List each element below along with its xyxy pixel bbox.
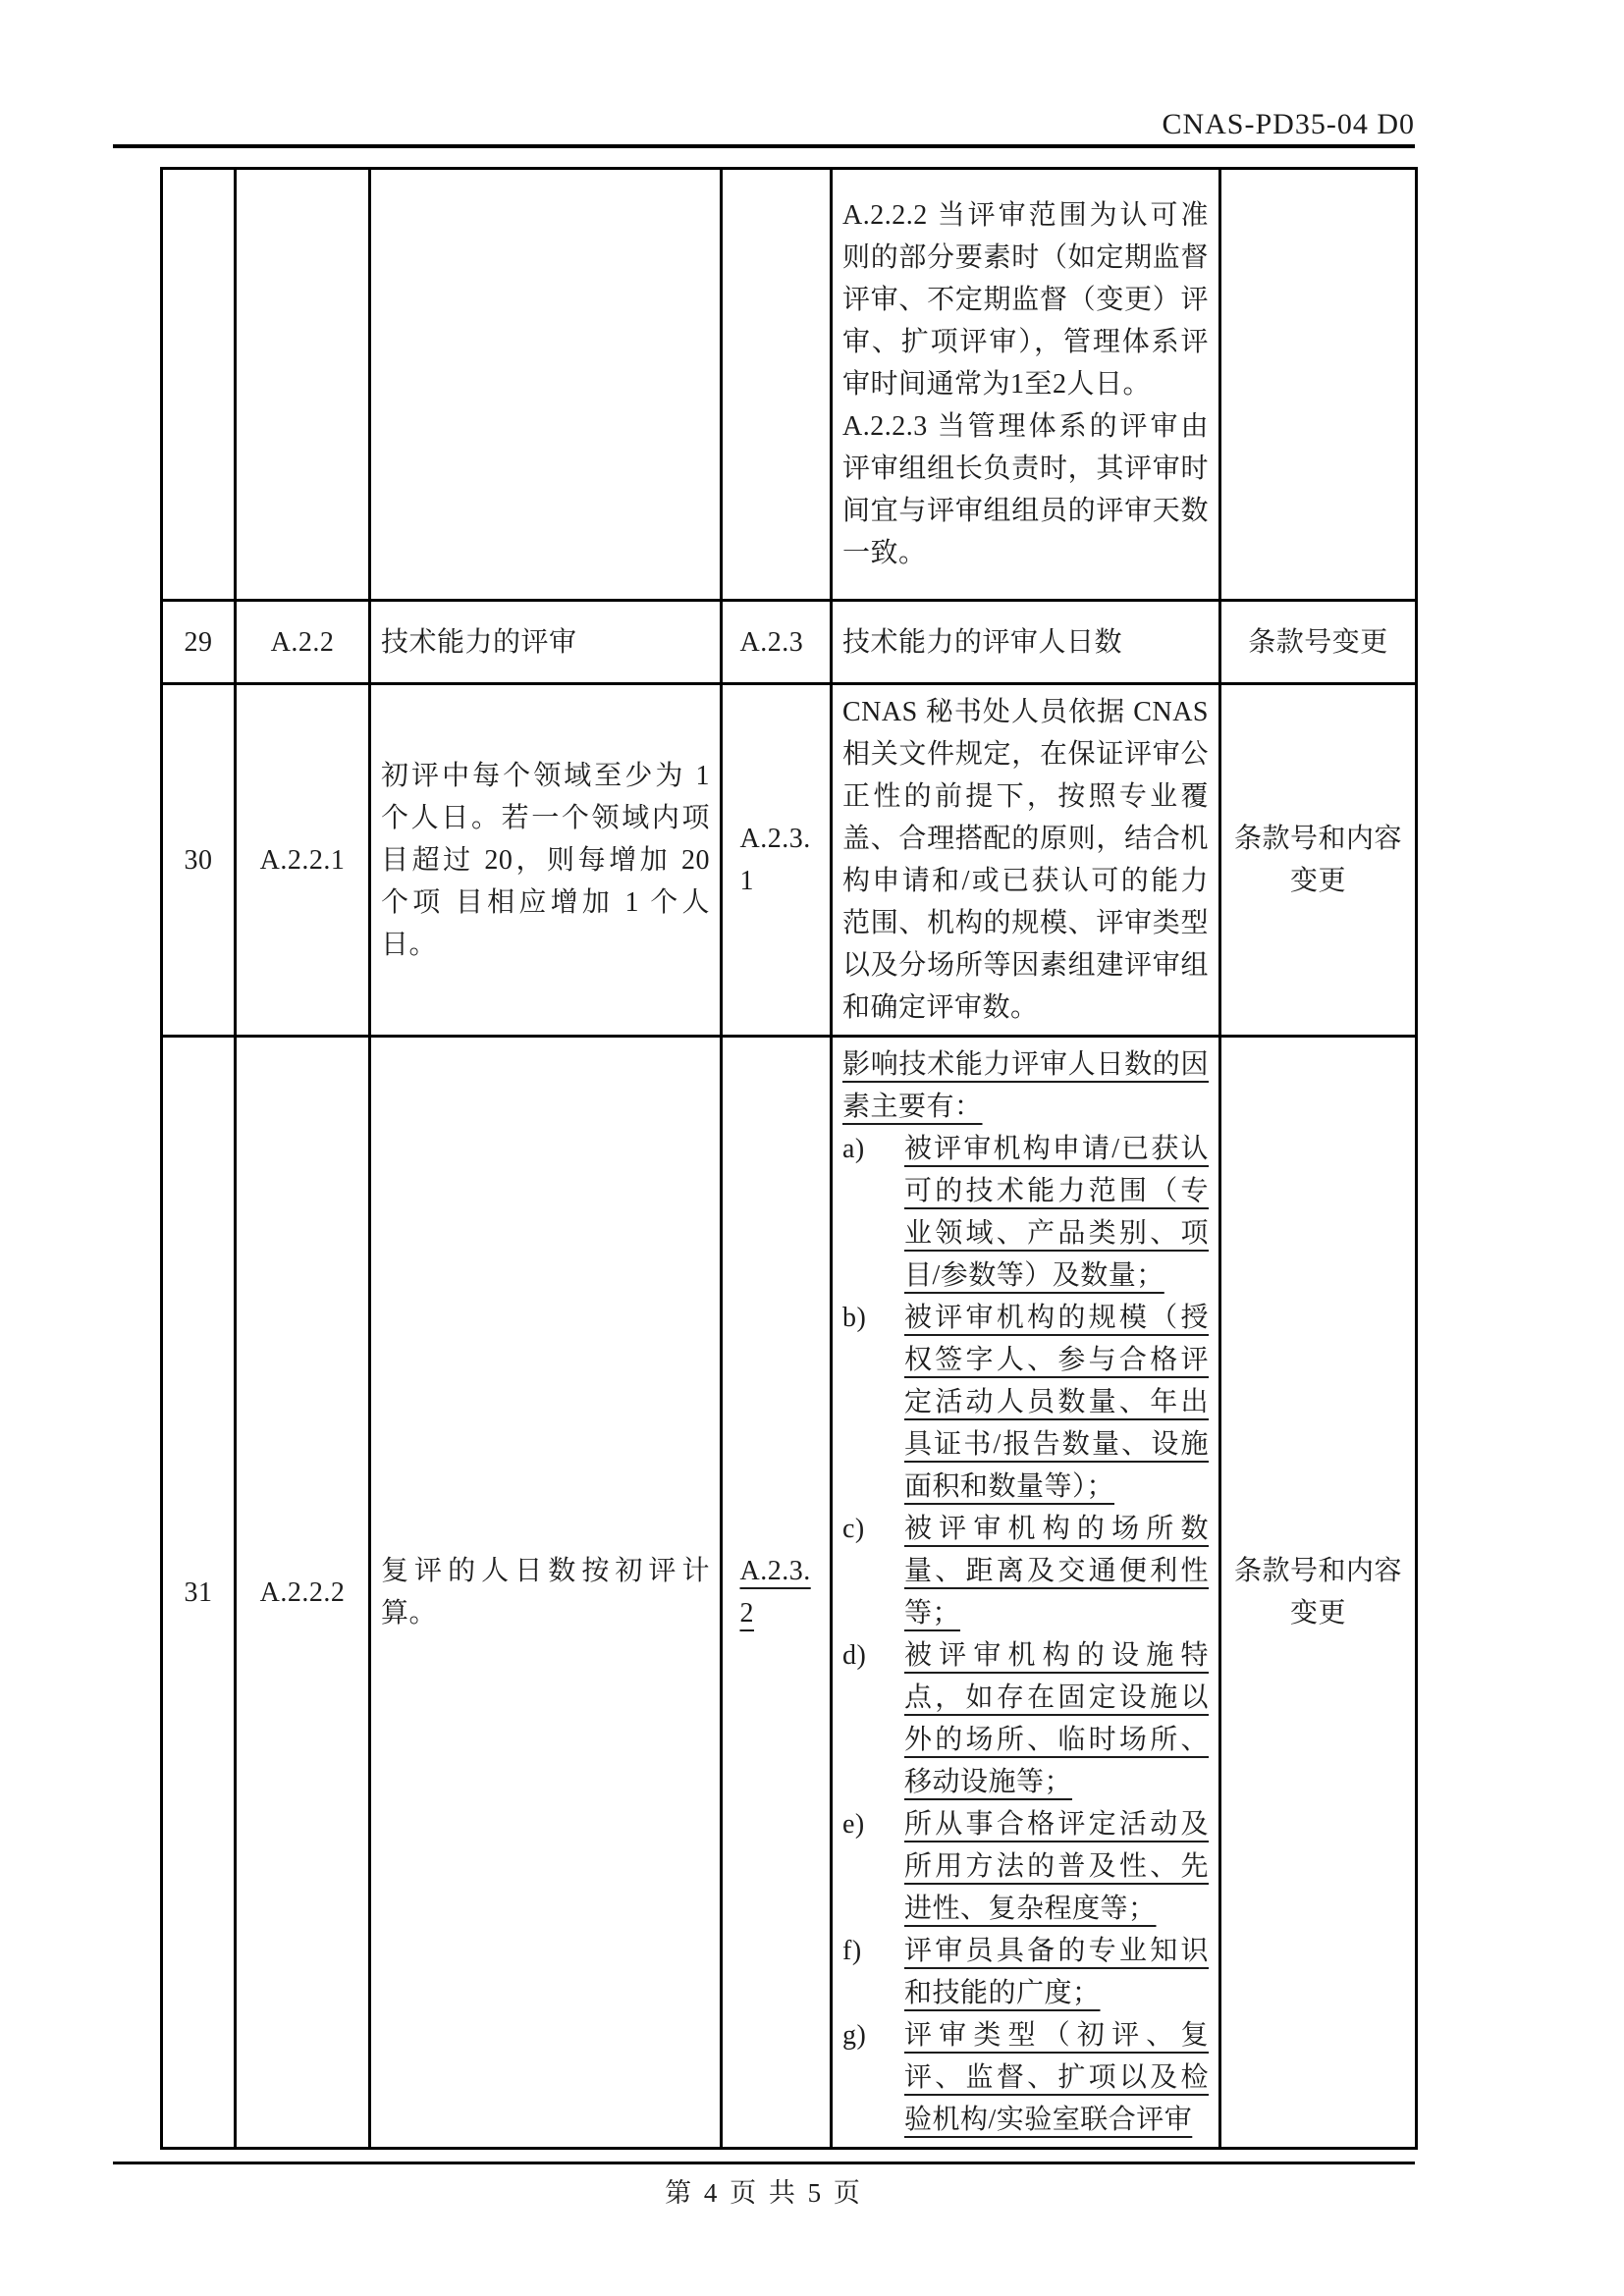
page-number: 第 4 页 共 5 页: [665, 2178, 863, 2208]
new-content-paragraph: A.2.2.2 当评审范围为认可准则的部分要素时（如定期监督评审、不定期监督（变更）评审、扩项评审），管理体系评审时间通常为1至2人日。: [842, 200, 1209, 400]
factors-intro: 影响技术能力评审人日数的因素主要有：: [842, 1049, 1209, 1122]
list-item-marker: a): [842, 1134, 865, 1164]
table-row-31: [162, 1037, 1417, 2149]
list-item: [842, 1297, 1209, 1508]
row-number-cell: [162, 169, 236, 601]
old-content-cell: 技术能力的评审: [370, 601, 722, 684]
old-content-cell: [370, 1037, 722, 2149]
list-item-marker: b): [842, 1303, 867, 1333]
change-type-cell: [1220, 169, 1417, 601]
new-clause-cell: [722, 169, 832, 601]
new-clause-number: A.2.3: [739, 626, 804, 658]
list-item: [842, 1128, 1209, 1297]
list-item-text: 被评审机构申请/已获认可的技术能力范围（专业领域、产品类别、项目/参数等）及数量；: [904, 1134, 1209, 1291]
old-content-paragraph: 复评的人日数按初评计算。: [381, 1556, 710, 1629]
footer-rule: [113, 2162, 1415, 2164]
list-item: [842, 1634, 1209, 1803]
old-clause-cell: [236, 169, 370, 601]
list-item-marker: c): [842, 1514, 865, 1544]
new-content-paragraph: A.2.2.3 当管理体系的评审由评审组组长负责时，其评审时间宜与评审组组员的评审天数一致。: [842, 411, 1209, 568]
new-content-cell: 技术能力的评审人日数: [832, 601, 1220, 684]
list-item: [842, 2014, 1209, 2141]
list-item-text: 被评审机构的场所数量、距离及交通便利性等；: [904, 1514, 1209, 1629]
old-content-cell: [370, 169, 722, 601]
list-item-text: 被评审机构的设施特点，如存在固定设施以外的场所、临时场所、移动设施等；: [904, 1640, 1209, 1797]
list-item-text: 评审员具备的专业知识和技能的广度；: [904, 1936, 1209, 2008]
new-content-paragraph: CNAS 秘书处人员依据 CNAS 相关文件规定，在保证评审公正性的前提下，按照专业覆盖、合理搭配的原则，结合机构申请和/或已获认可的能力范围、机构的规模、评审类型以及分场所等因素组建评审组和确定评审数。: [842, 697, 1209, 1023]
doc-code: CNAS-PD35-04 D0: [1162, 108, 1415, 140]
list-item-text: 被评审机构的规模（授权签字人、参与合格评定活动人员数量、年出具证书/报告数量、设施面积和数量等）；: [904, 1303, 1209, 1502]
old-content-cell: [370, 684, 722, 1037]
list-item: [842, 1508, 1209, 1634]
table-row-29: [162, 601, 1417, 684]
row-number-cell: 29: [162, 601, 236, 684]
list-item-text: 所从事合格评定活动及所用方法的普及性、先进性、复杂程度等；: [904, 1809, 1209, 1924]
new-content-cell: [832, 169, 1220, 601]
list-item-text: 评审类型（初评、复评、监督、扩项以及检验机构/实验室联合评审: [904, 2020, 1209, 2135]
table-row-30: [162, 684, 1417, 1037]
change-type-cell: 条款号和内容变更: [1220, 684, 1417, 1037]
change-type-cell: 条款号变更: [1220, 601, 1417, 684]
change-type-cell: 条款号和内容变更: [1220, 1037, 1417, 2149]
new-clause-cell: [722, 601, 832, 684]
table-row-continuation: [162, 169, 1417, 601]
new-clause-number: A.2.3.1: [739, 824, 811, 896]
new-content-cell: [832, 1037, 1220, 2149]
list-item-marker: e): [842, 1809, 865, 1840]
new-clause-cell: [722, 684, 832, 1037]
row-number-cell: 30: [162, 684, 236, 1037]
old-content-paragraph: 初评中每个领域至少为 1 个人日。若一个领域内项目超过 20，则每增加 20 个项 目相应增加 1 个人日。: [381, 760, 710, 960]
header-rule: [113, 144, 1415, 148]
list-item-marker: f): [842, 1936, 862, 1966]
new-clause-number: A.2.3.2: [739, 1556, 811, 1629]
old-clause-cell: A.2.2: [236, 601, 370, 684]
row-number-cell: 31: [162, 1037, 236, 2149]
new-content-cell: [832, 684, 1220, 1037]
list-item: [842, 1803, 1209, 1930]
list-item-marker: d): [842, 1640, 867, 1671]
list-item: [842, 1930, 1209, 2014]
list-item-marker: g): [842, 2020, 867, 2051]
clause-comparison-table: [160, 167, 1418, 2150]
old-clause-cell: A.2.2.2: [236, 1037, 370, 2149]
old-clause-cell: A.2.2.1: [236, 684, 370, 1037]
new-clause-cell: [722, 1037, 832, 2149]
